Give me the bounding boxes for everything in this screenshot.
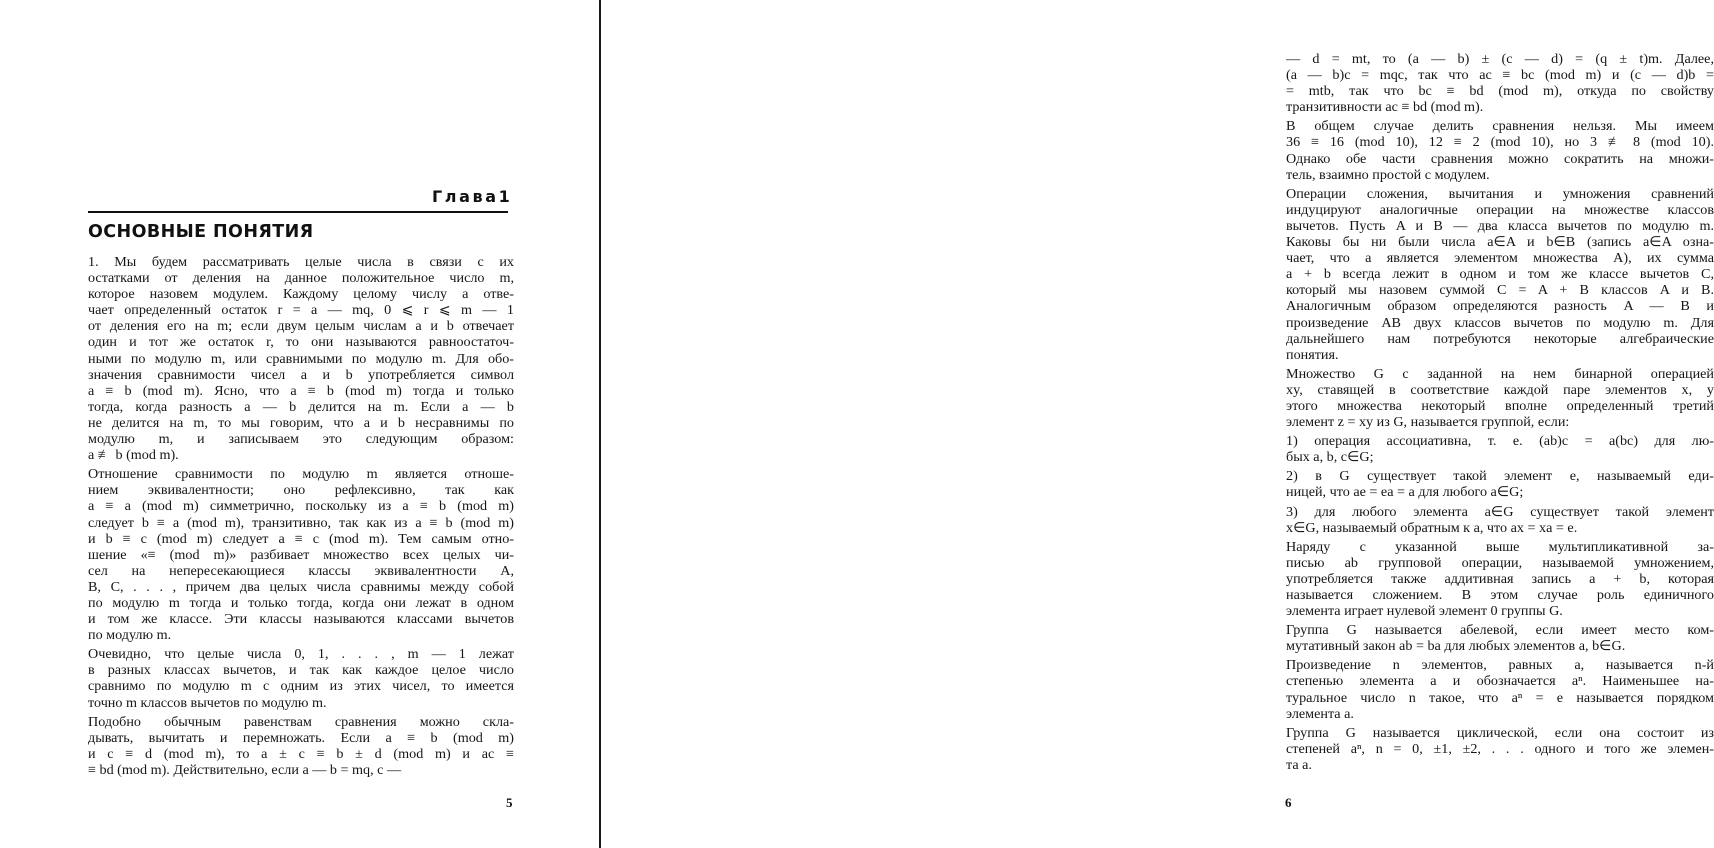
text-line: ницей, что ae = ea = a для любого a∈G; [1286,484,1714,500]
text-line: Аналогичным образом определяются разность A — B и [1286,298,1714,314]
text-line: (a — b)c = mqc, так что ac ≡ bc (mod m) и (c — d)b = [1286,67,1714,83]
text-line: a ≡ b (mod m). Ясно, что a ≡ b (mod m) тогда и только [88,383,514,399]
text-line: Произведение n элементов, равных a, называется n-й [1286,657,1714,673]
text-line: модулю m, и записываем это следующим образом: [88,431,514,447]
text-line: значения сравнимости чисел a и b употребляется символ [88,367,514,383]
text-line: транзитивности ac ≡ bd (mod m). [1286,99,1714,115]
text-line: употребляется также аддитивная запись a + b, которая [1286,571,1714,587]
text-line: Подобно обычным равенствам сравнения можно скла- [88,714,514,730]
text-line: Отношение сравнимости по модулю m является отноше- [88,466,514,482]
page-number: 6 [1285,795,1292,811]
page-number: 5 [506,795,513,811]
text-line: ≡ bd (mod m). Действительно, если a — b = mq, c — [88,762,514,778]
text-line: 1) операция ассоциативна, т. е. (ab)c = a(bc) для лю- [1286,433,1714,449]
text-line: по модулю m. [88,627,514,643]
text-line: сел на непересекающиеся классы эквивалентности A, [88,563,514,579]
text-line: не делится на m, то мы говорим, что a и b несравнимы по [88,415,514,431]
text-line: который мы назовем суммой C = A + B классов A и B. [1286,282,1714,298]
text-line: которое назовем модулем. Каждому целому числу a отве- [88,286,514,302]
chapter-heading: ОСНОВНЫЕ ПОНЯТИЯ [88,222,314,242]
text-line: 36 ≡ 16 (mod 10), 12 ≡ 2 (mod 10), но 3 ≢ 8 (mod 10). [1286,134,1714,150]
text-line: сравнимо по модулю m с одним из этих чисел, то имеется [88,678,514,694]
text-line: a + b всегда лежит в одном и том же классе вычетов C, [1286,266,1714,282]
text-line: произведение AB двух классов вычетов по модулю m. Для [1286,315,1714,331]
text-line: элемента a. [1286,706,1714,722]
text-line: чает определенный остаток r = a — mq, 0 ⩽ r ⩽ m — 1 [88,302,514,318]
text-line: Однако обе части сравнения можно сократить на множи- [1286,151,1714,167]
right-page-body [1286,51,1714,773]
text-line: та a. [1286,757,1714,773]
text-line: a ≡ a (mod m) симметрично, поскольку из a ≡ b (mod m) [88,498,514,514]
text-line: называется сложением. В этом случае роль единичного [1286,587,1714,603]
text-line: бых a, b, c∈G; [1286,449,1714,465]
chapter-rule [88,211,508,213]
text-line: Множество G с заданной на нем бинарной операцией [1286,366,1714,382]
text-line: писью ab групповой операции, называемой умножением, [1286,555,1714,571]
text-line: 2) в G существует такой элемент e, называемый еди- [1286,468,1714,484]
text-line: Группа G называется циклической, если она состоит из [1286,725,1714,741]
text-line: тель, взаимно простой с модулем. [1286,167,1714,183]
text-line: следует b ≡ a (mod m), транзитивно, так как из a ≡ b (mod m) [88,515,514,531]
text-line: один и тот же остаток r, то они называются равноостаточ- [88,334,514,350]
text-line: этого множества некоторый вполне определенный третий [1286,398,1714,414]
text-line: от деления его на m; если двум целым числам a и b отвечает [88,318,514,334]
text-line: Наряду с указанной выше мультипликативной за- [1286,539,1714,555]
left-page [0,0,600,848]
text-line: точно m классов вычетов по модулю m. [88,695,514,711]
text-line: В общем случае делить сравнения нельзя. Мы имеем [1286,118,1714,134]
text-line: шение «≡ (mod m)» разбивает множество всех целых чи- [88,547,514,563]
right-page [601,0,1200,848]
text-line: Операции сложения, вычитания и умножения сравнений [1286,186,1714,202]
text-line: элемента играет нулевой элемент 0 группы G. [1286,603,1714,619]
text-line: туральное число n такое, что aⁿ = e называется порядком [1286,690,1714,706]
text-line: дальнейшего нам потребуются некоторые алгебраические [1286,331,1714,347]
text-line: элемент z = xy из G, называется группой, если: [1286,414,1714,430]
left-page-body [88,254,514,778]
text-line: и b ≡ c (mod m) следует a ≡ c (mod m). Тем самым отно- [88,531,514,547]
text-line: B, C, . . . , причем два целых числа сравнимы между собой [88,579,514,595]
text-line: Каковы бы ни были числа a∈A и b∈B (запись a∈A озна- [1286,234,1714,250]
text-line: степенью элемента a и обозначается aⁿ. Наименьшее на- [1286,673,1714,689]
text-line: Группа G называется абелевой, если имеет место ком- [1286,622,1714,638]
text-line: остатками от деления на данное положительное число m, [88,270,514,286]
book-spread [0,0,1200,848]
text-line: индуцируют аналогичные операции на множестве классов [1286,202,1714,218]
text-line: вычетов. Пусть A и B — два класса вычетов по модулю m. [1286,218,1714,234]
text-line: 3) для любого элемента a∈G существует такой элемент [1286,504,1714,520]
text-line: — d = mt, то (a — b) ± (c — d) = (q ± t)m. Далее, [1286,51,1714,67]
text-line: мутативный закон ab = ba для любых элементов a, b∈G. [1286,638,1714,654]
text-line: понятия. [1286,347,1714,363]
text-line: ными по модулю m, или сравнимыми по модулю m. Для обо- [88,351,514,367]
text-line: 1. Мы будем рассматривать целые числа в связи с их [88,254,514,270]
text-line: нием эквивалентности; оно рефлексивно, так как [88,482,514,498]
text-line: xy, ставящей в соответствие каждой паре элементов x, y [1286,382,1714,398]
text-line: и том же классе. Эти классы называются классами вычетов [88,611,514,627]
text-line: и c ≡ d (mod m), то a ± c ≡ b ± d (mod m) и ac ≡ [88,746,514,762]
text-line: = mtb, так что bc ≡ bd (mod m), откуда по свойству [1286,83,1714,99]
text-line: x∈G, называемый обратным к a, что ax = xa = e. [1286,520,1714,536]
text-line: дывать, вычитать и перемножать. Если a ≡ b (mod m) [88,730,514,746]
text-line: чает, что a является элементом множества A), их сумма [1286,250,1714,266]
text-line: тогда, когда разность a — b делится на m. Если a — b [88,399,514,415]
text-line: Очевидно, что целые числа 0, 1, . . . , m — 1 лежат [88,646,514,662]
chapter-label: Глава1 [432,187,512,206]
text-line: по модулю m тогда и только тогда, когда они лежат в одном [88,595,514,611]
text-line: a ≢ b (mod m). [88,447,514,463]
text-line: в разных классах вычетов, и так как каждое целое число [88,662,514,678]
text-line: степеней aⁿ, n = 0, ±1, ±2, . . . одного и того же элемен- [1286,741,1714,757]
